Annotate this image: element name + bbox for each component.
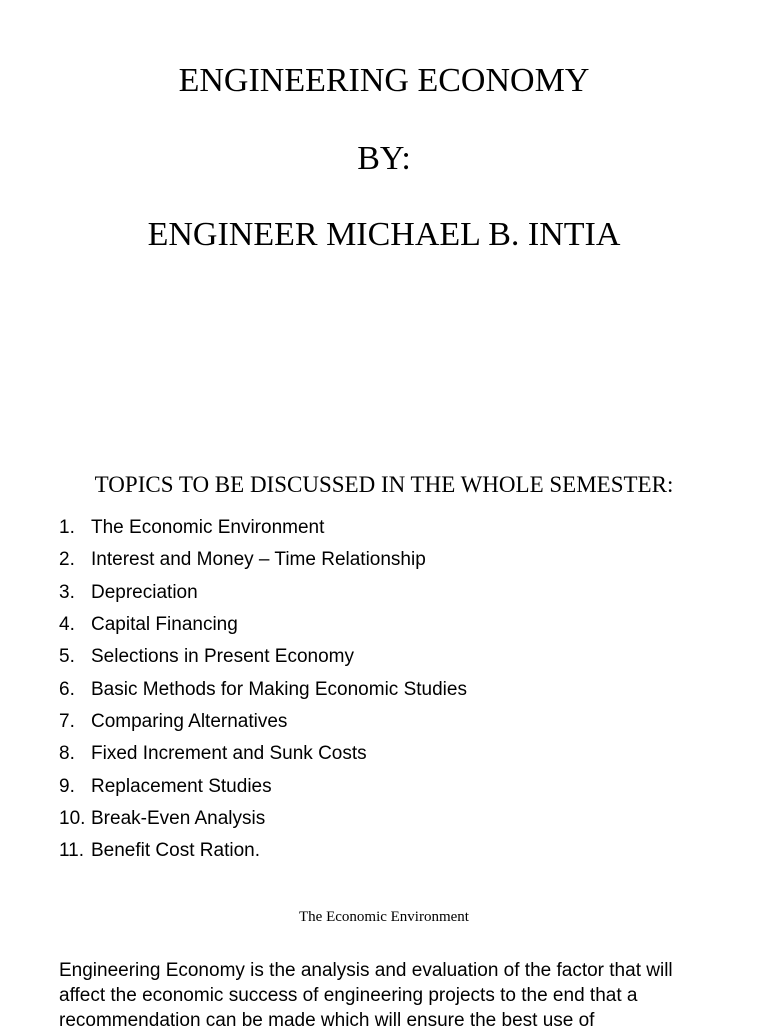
list-item-label: Break-Even Analysis [91,807,266,829]
list-item-number: 6. [59,678,75,700]
by-line: BY: [357,140,411,177]
list-item-number: 4. [59,614,75,636]
list-item [59,835,467,867]
list-item-number: 9. [59,775,75,797]
section-paragraph: Engineering Economy is the analysis and evaluation of the factor that will affect the economic success of engineering projects to the end that a recommendation can be made which will ensure the best use of [59,960,673,1031]
topics-heading: TOPICS TO BE DISCUSSED IN THE WHOLE SEMESTER: [94,472,674,497]
list-item [59,770,467,802]
list-item-label: Basic Methods for Making Economic Studies [91,678,467,700]
list-item [59,641,467,673]
list-item-label: Benefit Cost Ration. [91,840,260,862]
list-item-label: Capital Financing [91,614,238,636]
list-item [59,609,467,641]
document-title: ENGINEERING ECONOMY [178,62,590,99]
list-item-number: 11. [59,840,85,862]
list-item-label: Comparing Alternatives [91,710,288,732]
list-item-number: 2. [59,549,75,571]
list-item-number: 7. [59,710,75,732]
section-title: The Economic Environment [299,909,469,925]
list-item [59,706,467,738]
list-item-number: 8. [59,743,75,765]
topic-list [59,512,467,867]
list-item [59,738,467,770]
list-item [59,803,467,835]
list-item-label: Fixed Increment and Sunk Costs [91,743,367,765]
list-item-label: Depreciation [91,581,198,603]
list-item-label: Selections in Present Economy [91,646,354,668]
author-name: ENGINEER MICHAEL B. INTIA [147,216,621,253]
list-item-number: 1. [59,517,75,539]
list-item [59,512,467,544]
list-item-number: 5. [59,646,75,668]
list-item [59,673,467,705]
list-item-number: 10. [59,807,86,829]
list-item [59,544,467,576]
list-item [59,577,467,609]
list-item-label: Replacement Studies [91,775,272,797]
list-item-label: Interest and Money – Time Relationship [91,549,426,571]
list-item-label: The Economic Environment [91,517,325,539]
list-item-number: 3. [59,581,75,603]
